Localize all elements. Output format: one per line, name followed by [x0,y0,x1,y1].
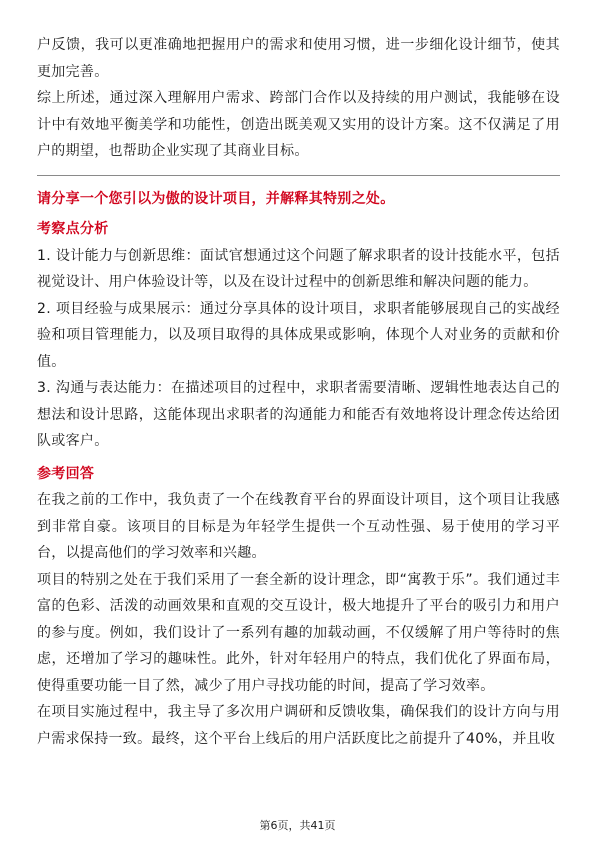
analysis-label: 考察点分析 [37,221,109,237]
question-title: 请分享一个您引以为傲的设计项目，并解释其特别之处。 [37,190,395,207]
paragraph-summary: 综上所述，通过深入理解用户需求、跨部门合作以及持续的用户测试，我能够在设计中有效地平衡美学和功能性，创造出既美观又实用的设计方案。这不仅满足了用户的期望，也帮助企业实现了其商业目标。 [37,90,560,159]
analysis-point-3: 3. 沟通与表达能力：在描述项目的过程中，求职者需要清晰、逻辑性地表达自己的想法和设计思路，这能体现出求职者的沟通能力和能否有效地将设计理念传达给团队或客户。 [37,380,560,449]
answer-paragraph-2: 项目的特别之处在于我们采用了一套全新的设计理念，即“寓教于乐”。我们通过丰富的色彩、活泼的动画效果和直观的交互设计，极大地提升了平台的吸引力和用户的参与度。例如，我们设计了一系列有趣的加载动画，不仅缓解了用户等待时的焦虑，还增加了学习的趣味性。此外，针对年轻用户的特点，我们优化了界面布局，使得重要功能一目了然，减少了用户寻找功能的时间，提高了学习效率。 [37,571,560,694]
analysis-point-1: 1. 设计能力与创新思维：面试官想通过这个问题了解求职者的设计技能水平，包括视觉设计、用户体验设计等，以及在设计过程中的创新思维和解决问题的能力。 [37,247,560,290]
analysis-point-2: 2. 项目经验与成果展示：通过分享具体的设计项目，求职者能够展现自己的实战经验和项目管理能力，以及项目取得的具体成果或影响，体现个人对业务的贡献和价值。 [37,300,560,370]
answer-label: 参考回答 [37,465,95,482]
answer-paragraph-1: 在我之前的工作中，我负责了一个在线教育平台的界面设计项目，这个项目让我感到非常自豪。该项目的目标是为年轻学生提供一个互动性强、易于使用的学习平台，以提高他们的学习效率和兴趣。 [37,492,560,561]
answer-paragraph-3: 在项目实施过程中，我主导了多次用户调研和反馈收集，确保我们的设计方向与用户需求保持一致。最终，这个平台上线后的用户活跃度比之前提升了40%，并且收 [37,704,560,747]
paragraph-intro-continued: 户反馈，我可以更准确地把握用户的需求和使用习惯，进一步细化设计细节，使其更加完善。 [37,37,560,80]
document-body [37,32,560,752]
section-divider [37,175,560,176]
page-number: 第6页，共41页 [259,819,336,832]
